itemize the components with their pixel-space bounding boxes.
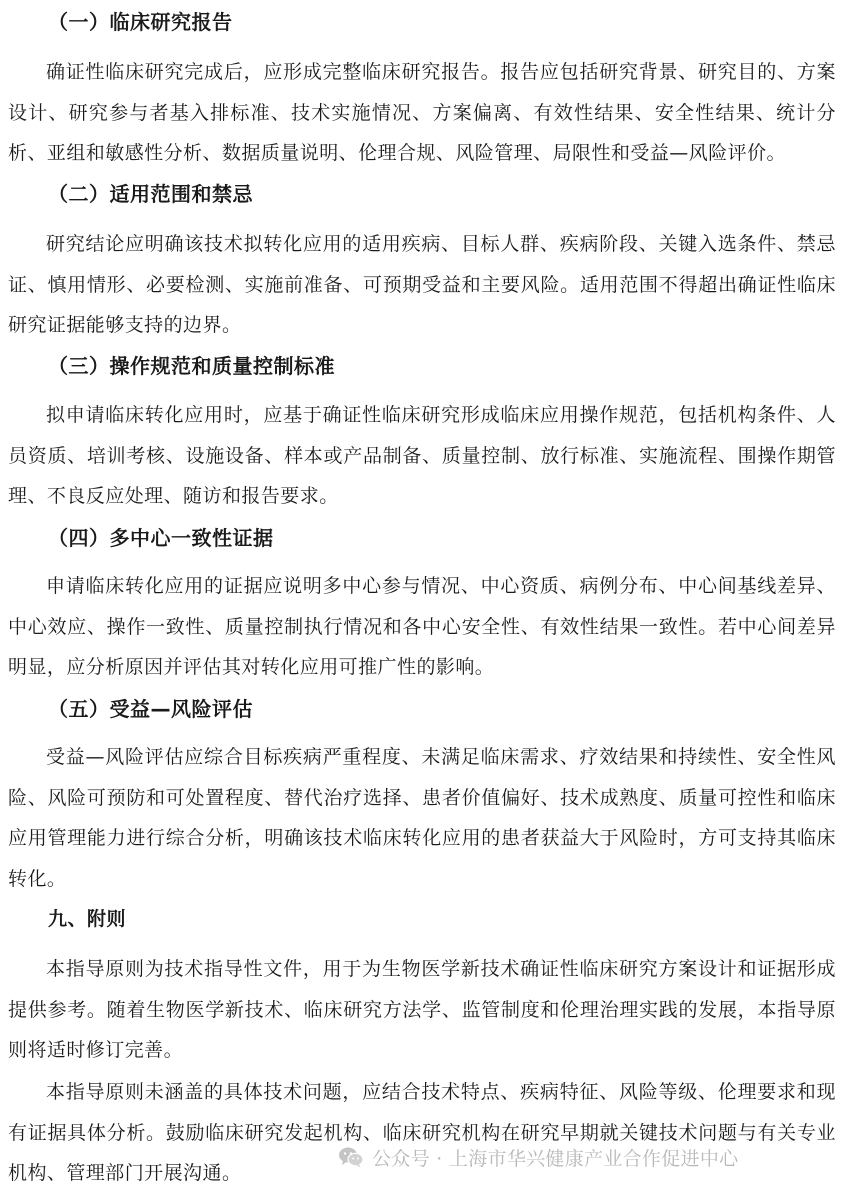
section-heading-2: （二）适用范围和禁忌: [48, 182, 253, 206]
section-paragraph-3: 拟申请临床转化应用时，应基于确证性临床研究形成临床应用操作规范，包括机构条件、人员资质、培训考核、设施设备、样本或产品制备、质量控制、放行标准、实施流程、围操作期管理、不良反应处理、随访和报告要求。: [8, 404, 836, 507]
section-paragraph-4: 申请临床转化应用的证据应说明多中心参与情况、中心资质、病例分布、中心间基线差异、中心效应、操作一致性、质量控制执行情况和各中心安全性、有效性结果一致性。若中心间差异明显，应分析原因并评估其对转化应用可推广性的影响。: [8, 575, 836, 678]
chapter-paragraph-1: 本指导原则为技术指导性文件，用于为生物医学新技术确证性临床研究方案设计和证据形成提供参考。随着生物医学新技术、临床研究方法学、监管制度和伦理治理实践的发展，本指导原则将适时修订完善。: [8, 958, 836, 1061]
section-paragraph-1: 确证性临床研究完成后，应形成完整临床研究报告。报告应包括研究背景、研究目的、方案设计、研究参与者基入排标准、技术实施情况、方案偏离、有效性结果、安全性结果、统计分析、亚组和敏感性分析、数据质量说明、伦理合规、风险管理、局限性和受益—风险评价。: [8, 61, 836, 164]
section-heading-5: （五）受益—风险评估: [48, 697, 253, 721]
section-heading-1: （一）临床研究报告: [48, 10, 233, 34]
watermark-text: 公众号 · 上海市华兴健康产业合作促进中心: [372, 1147, 739, 1170]
chapter-title: 九、附则: [48, 908, 127, 930]
section-heading-3: （三）操作规范和质量控制标准: [48, 354, 335, 378]
chapter-paragraph-2: 本指导原则未涵盖的具体技术问题，应结合技术特点、疾病特征、风险等级、伦理要求和现有证据具体分析。鼓励临床研究发起机构、临床研究机构在研究早期就关键技术问题与有关专业机构、管理部门开展沟通。: [8, 1081, 836, 1184]
wechat-icon: [338, 1146, 364, 1168]
section-paragraph-2: 研究结论应明确该技术拟转化应用的适用疾病、目标人群、疾病阶段、关键入选条件、禁忌证、慎用情形、必要检测、实施前准备、可预期受益和主要风险。适用范围不得超出确证性临床研究证据能够支持的边界。: [8, 233, 836, 336]
section-paragraph-5: 受益—风险评估应综合目标疾病严重程度、未满足临床需求、疗效结果和持续性、安全性风险、风险可预防和可处置程度、替代治疗选择、患者价值偏好、技术成熟度、质量可控性和临床应用管理能力进行综合分析，明确该技术临床转化应用的患者获益大于风险时，方可支持其临床转化。: [8, 746, 836, 890]
watermark: [338, 1139, 738, 1175]
section-heading-4: （四）多中心一致性证据: [48, 526, 274, 550]
